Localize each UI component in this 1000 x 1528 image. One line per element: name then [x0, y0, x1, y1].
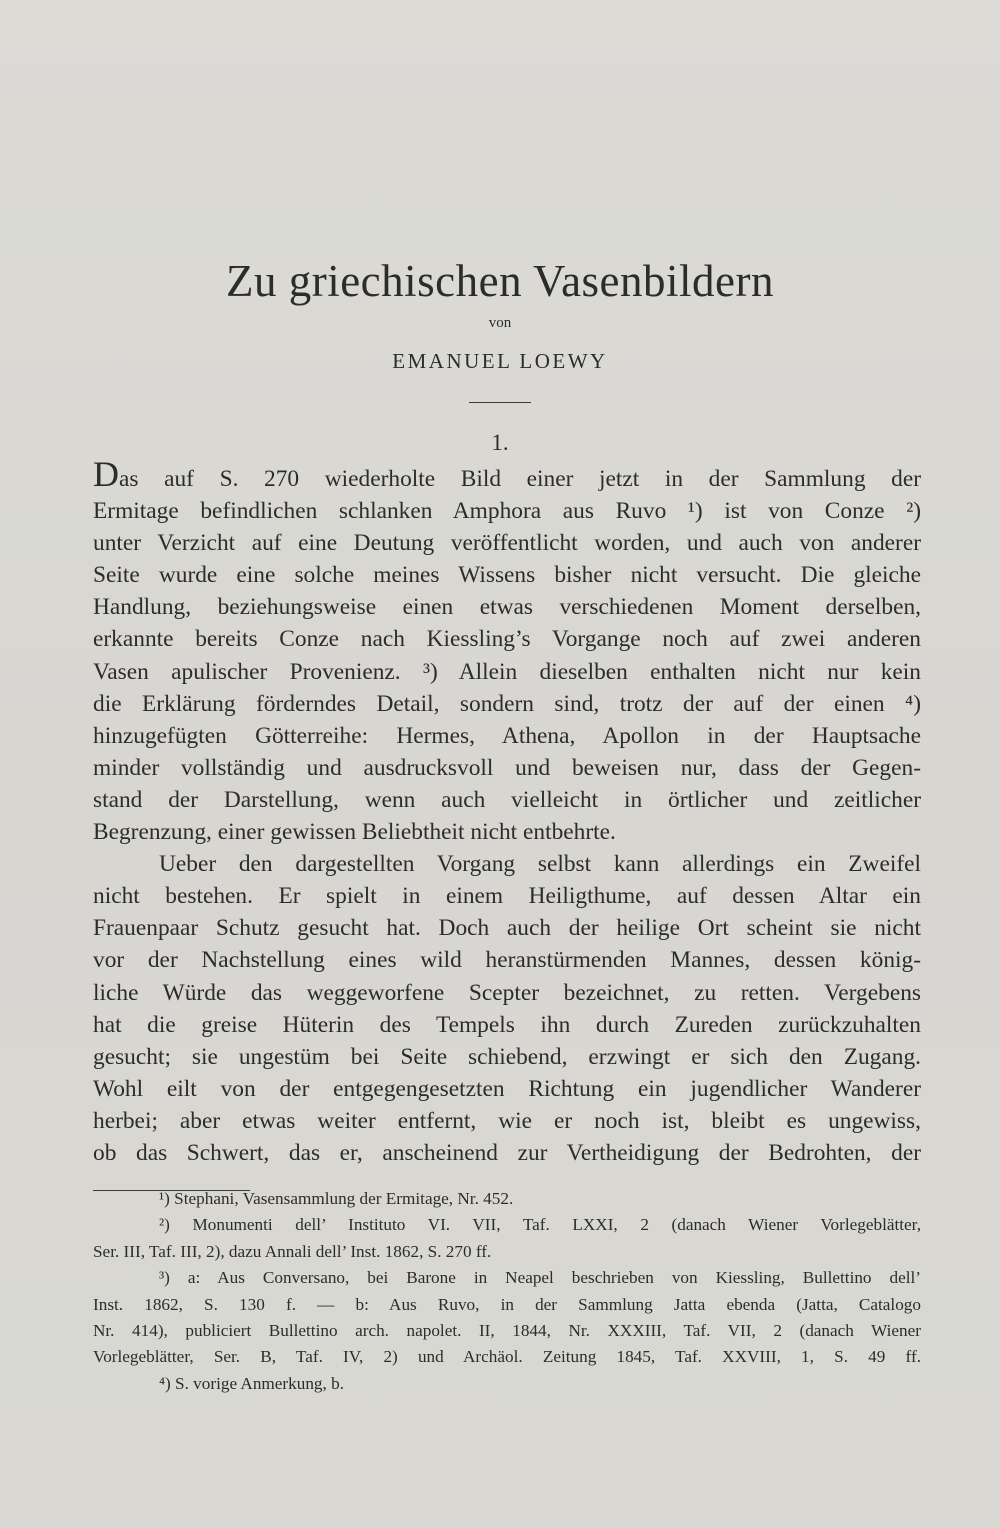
body-line — [93, 848, 921, 880]
drop-cap: D — [93, 454, 119, 494]
body-line-text: nicht bestehen. Er spielt in einem Heiligthume, auf dessen Altar ein — [93, 883, 921, 910]
body-line-text: as auf S. 270 wiederholte Bild einer jetzt in der Sammlung der — [119, 466, 921, 492]
body-line — [93, 720, 921, 752]
body-line — [93, 1105, 921, 1137]
footnote-line: ²) Monumenti dell’ Instituto VI. VII, Taf. LXXI, 2 (danach Wiener Vorlegeblätter, — [159, 1215, 921, 1235]
body-line — [93, 977, 921, 1009]
author-name: EMANUEL LOEWY — [392, 349, 608, 373]
body-line-text: Handlung, beziehungsweise einen etwas verschiedenen Moment derselben, — [93, 594, 921, 621]
body-line-text: die Erklärung förderndes Detail, sondern sind, trotz der auf der einen ⁴) — [93, 690, 921, 717]
body-line-text: Ueber den dargestellten Vorgang selbst kann allerdings ein Zweifel — [159, 851, 921, 878]
body-line — [93, 688, 921, 720]
footnote-line: ⁴) S. vorige Anmerkung, b. — [159, 1373, 345, 1393]
body-line — [93, 591, 921, 623]
article-title: Zu griechischen Vasenbildern — [225, 256, 774, 306]
body-line-text: Vasen apulischer Provenienz. ³) Allein dieselben enthalten nicht nur kein — [93, 658, 921, 685]
body-line-text: herbei; aber etwas weiter entfernt, wie er noch ist, bleibt es ungewiss, — [93, 1107, 921, 1134]
body-line-text: hinzugefügten Götterreihe: Hermes, Athena, Apollon in der Hauptsache — [93, 722, 921, 749]
body-line — [93, 656, 921, 688]
footnotes — [93, 1186, 921, 1397]
body-line-text: unter Verzicht auf eine Deutung veröffentlicht worden, und auch von anderer — [93, 530, 921, 557]
body-line — [93, 752, 921, 784]
body-line-text: Begrenzung, einer gewissen Beliebtheit nicht entbehrte. — [93, 819, 616, 846]
body-line — [93, 816, 921, 848]
section-number: 1. — [491, 430, 509, 455]
footnote-line: Inst. 1862, S. 130 f. — b: Aus Ruvo, in der Sammlung Jatta ebenda (Jatta, Catalogo — [93, 1294, 921, 1314]
body-line — [93, 623, 921, 655]
body-line-text: minder vollständig und ausdrucksvoll und beweisen nur, dass der Gegen- — [93, 754, 921, 781]
body-line — [93, 944, 921, 976]
body-line — [93, 1041, 921, 1073]
footnote-line: Nr. 414), publiciert Bullettino arch. napolet. II, 1844, Nr. XXXIII, Taf. VII, 2 (danach Wiener — [93, 1321, 921, 1341]
body-line — [93, 1073, 921, 1105]
footnote-line: ³) a: Aus Conversano, bei Barone in Neapel beschrieben von Kiessling, Bullettino dell’ — [159, 1268, 921, 1288]
body-line-text: Frauenpaar Schutz gesucht hat. Doch auch der heilige Ort scheint sie nicht — [93, 915, 921, 942]
body-text — [93, 454, 921, 1169]
body-paragraph — [93, 454, 921, 1169]
body-line — [93, 912, 921, 944]
body-line — [93, 1137, 921, 1169]
body-line-text: Seite wurde eine solche meines Wissens bisher nicht versucht. Die gleiche — [93, 562, 921, 589]
body-line — [93, 527, 921, 559]
body-line-text: ob das Schwert, das er, anscheinend zur Vertheidigung der Bedrohten, der — [93, 1139, 921, 1166]
body-line-text: stand der Darstellung, wenn auch vielleicht in örtlicher und zeitlicher — [93, 786, 921, 813]
byline: von — [488, 315, 512, 331]
body-line-text: liche Würde das weggeworfene Scepter bezeichnet, zu retten. Vergebens — [93, 979, 921, 1006]
title-divider — [469, 402, 531, 403]
body-line-text: erkannte bereits Conze nach Kiessling’s Vorgange noch auf zwei anderen — [93, 626, 921, 653]
body-line-text: hat die greise Hüterin des Tempels ihn durch Zureden zurückzuhalten — [93, 1011, 921, 1038]
footnote-line: Ser. III, Taf. III, 2), dazu Annali dell’ Inst. 1862, S. 270 ff. — [93, 1241, 492, 1261]
body-line-text: vor der Nachstellung eines wild heranstürmenden Mannes, dessen könig- — [93, 947, 921, 974]
body-line — [93, 454, 921, 495]
footnote-line: ¹) Stephani, Vasensammlung der Ermitage, Nr. 452. — [159, 1189, 514, 1208]
body-line-text: Wohl eilt von der entgegengesetzten Richtung ein jugendlicher Wanderer — [93, 1075, 921, 1102]
footnote-line: Vorlegeblätter, Ser. B, Taf. IV, 2) und Archäol. Zeitung 1845, Taf. XXVIII, 1, S. 49 ff. — [93, 1347, 921, 1367]
body-line — [93, 784, 921, 816]
body-line — [93, 559, 921, 591]
body-line-text: gesucht; sie ungestüm bei Seite schiebend, erzwingt er sich den Zugang. — [93, 1043, 921, 1070]
body-line — [93, 880, 921, 912]
body-line — [93, 495, 921, 527]
body-line-text: Ermitage befindlichen schlanken Amphora aus Ruvo ¹) ist von Conze ²) — [93, 498, 921, 525]
body-line — [93, 1009, 921, 1041]
